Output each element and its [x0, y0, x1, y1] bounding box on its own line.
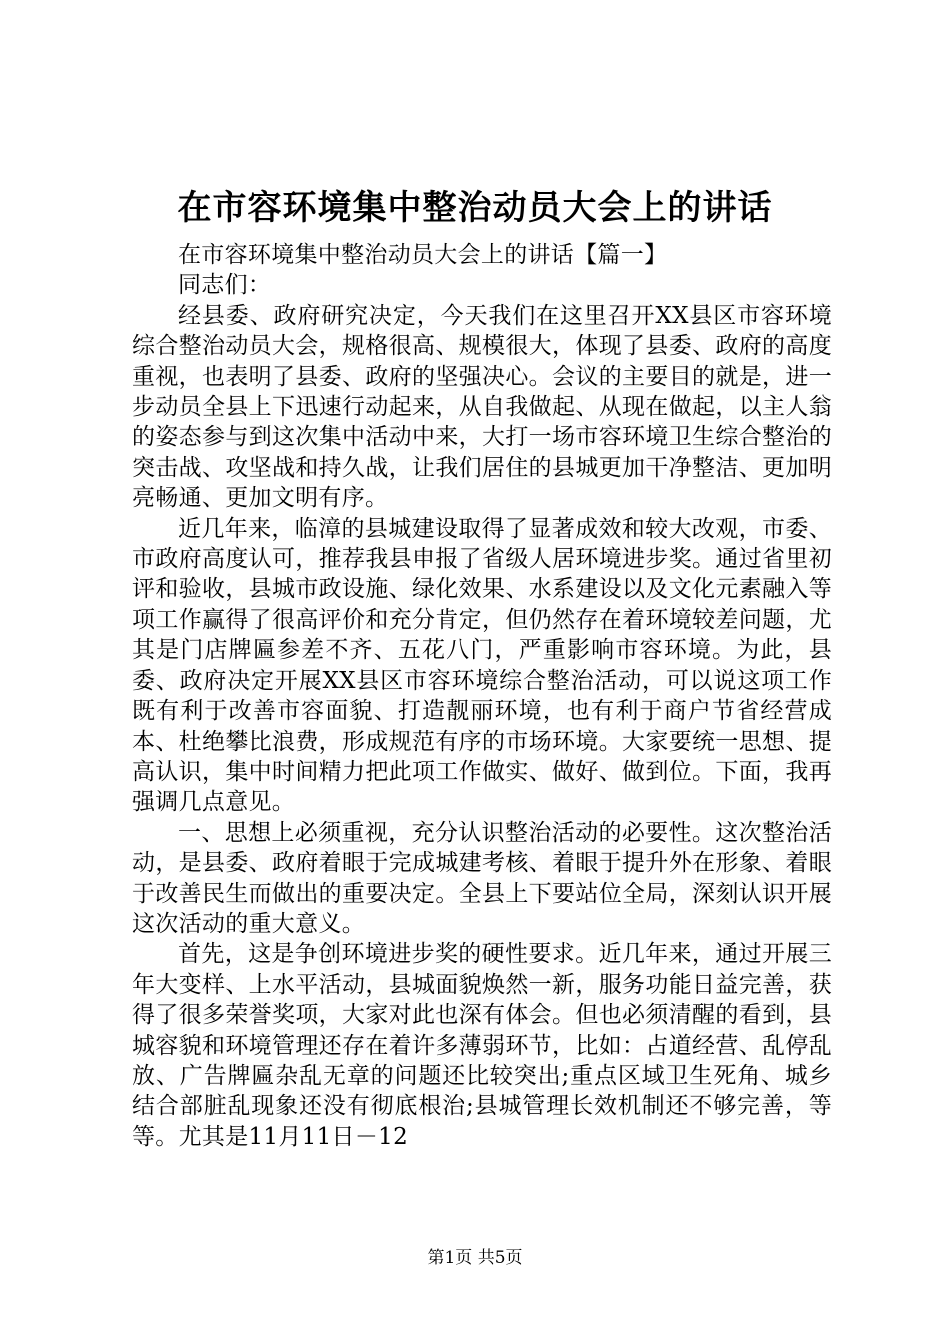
document-body [132, 240, 832, 1152]
paragraph-1: 经县委、政府研究决定，今天我们在这里召开XX县区市容环境综合整治动员大会，规格很高、规模很大，体现了县委、政府的高度重视，也表明了县委、政府的坚强决心。会议的主要目的就是，进一步动员全县上下迅速行动起来，从自我做起、从现在做起，以主人翁的姿态参与到这次集中活动中来，大打一场市容环境卫生综合整治的突击战、攻坚战和持久战，让我们居住的县城更加干净整洁、更加明亮畅通、更加文明有序。 [132, 302, 832, 512]
section-heading: 在市容环境集中整治动员大会上的讲话【篇一】 [178, 242, 668, 268]
paragraph-2: 近几年来，临漳的县城建设取得了显著成效和较大改观，市委、市政府高度认可，推荐我县申报了省级人居环境进步奖。通过省里初评和验收，县城市政设施、绿化效果、水系建设以及文化元素融入等项工作赢得了很高评价和充分肯定，但仍然存在着环境较差问题，尤其是门店牌匾参差不齐、五花八门，严重影响市容环境。为此，县委、政府决定开展XX县区市容环境综合整治活动，可以说这项工作既有利于改善市容面貌、打造靓丽环境，也有利于商户节省经营成本、杜绝攀比浪费，形成规范有序的市场环境。大家要统一思想、提高认识，集中时间精力把此项工作做实、做好、做到位。下面，我再强调几点意见。 [132, 515, 832, 816]
document-title: 在市容环境集中整治动员大会上的讲话 [177, 188, 773, 228]
paragraph-4: 首先，这是争创环境进步奖的硬性要求。近几年来，通过开展三年大变样、上水平活动，县城面貌焕然一新，服务功能日益完善，获得了很多荣誉奖项，大家对此也深有体会。但也必须清醒的看到，县城容貌和环境管理还存在着许多薄弱环节，比如：占道经营、乱停乱放、广告牌匾杂乱无章的问题还比较突出;重点区域卫生死角、城乡结合部脏乱现象还没有彻底根治;县城管理长效机制还不够完善，等等。尤其是11月11日－12 [132, 941, 832, 1150]
paragraph-3: 一、思想上必须重视，充分认识整治活动的必要性。这次整治活动，是县委、政府着眼于完成城建考核、着眼于提升外在形象、着眼于改善民生而做出的重要决定。全县上下要站位全局，深刻认识开展这次活动的重大意义。 [132, 819, 832, 937]
page-number-footer: 第1页 共5页 [427, 1248, 523, 1268]
salutation: 同志们： [178, 272, 272, 299]
